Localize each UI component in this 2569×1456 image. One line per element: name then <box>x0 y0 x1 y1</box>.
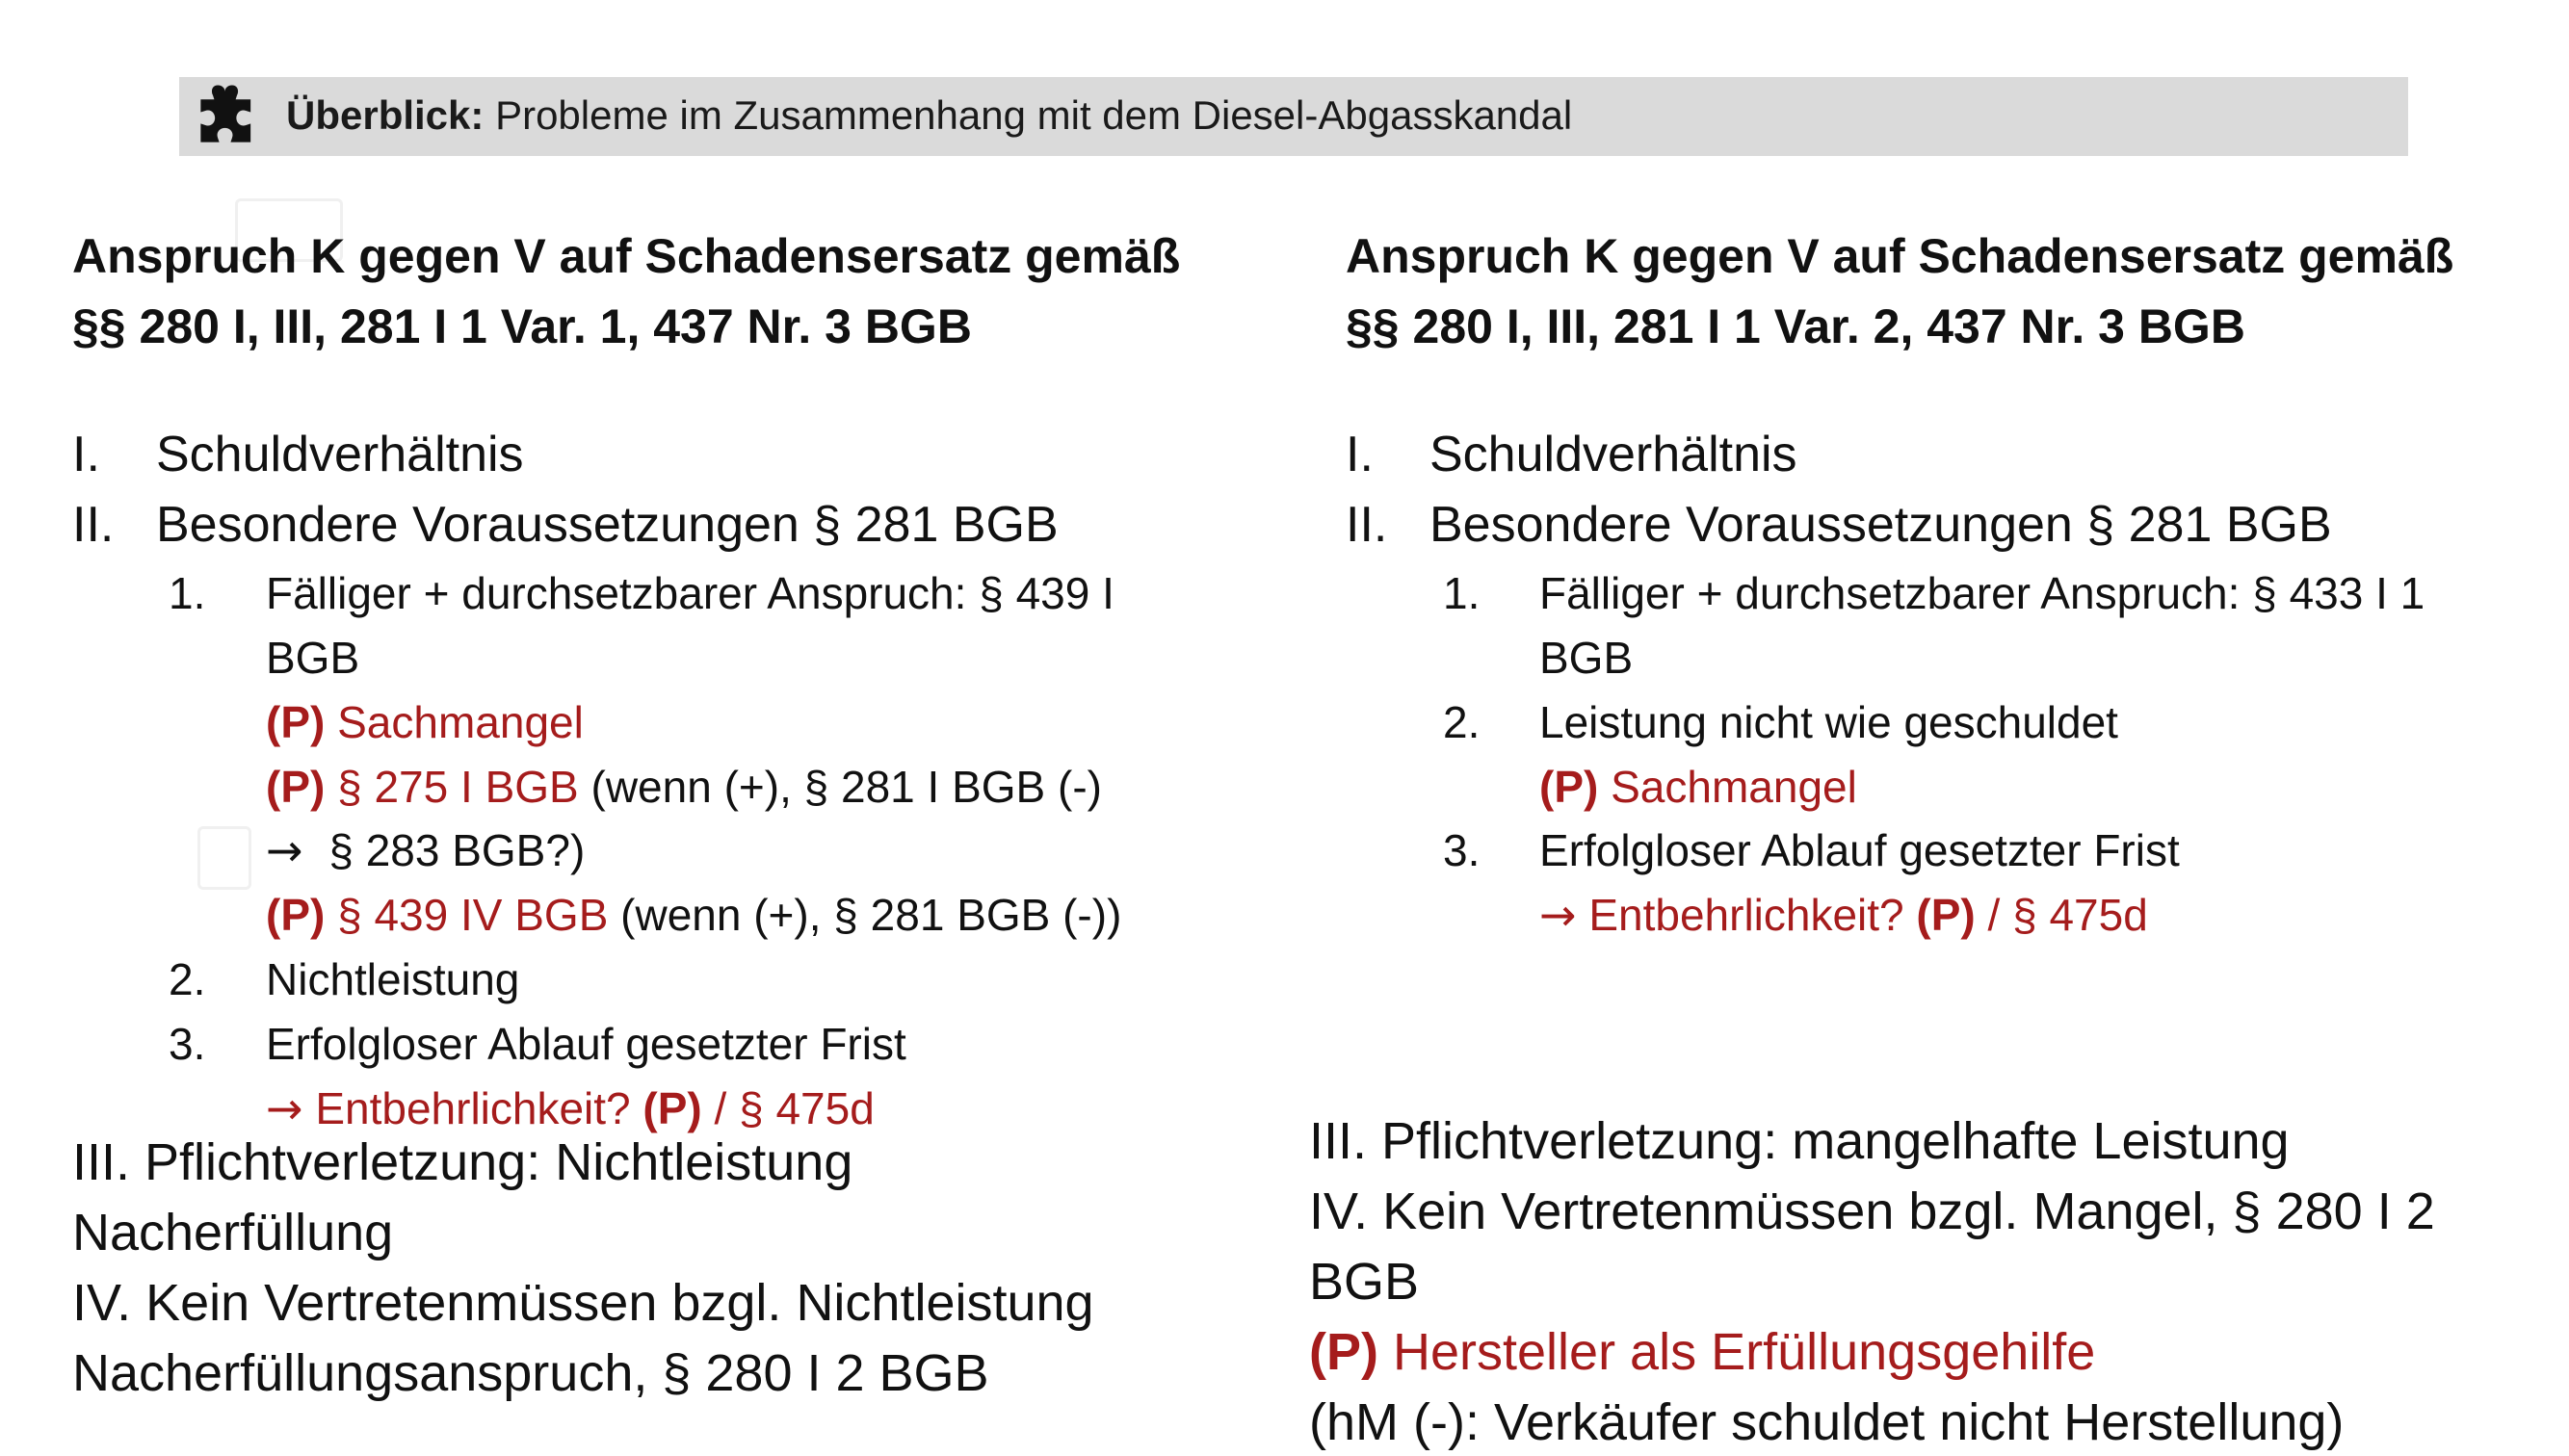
banner-label: Überblick: <box>286 92 485 138</box>
right-item-iv-cont: BGB <box>1309 1253 1420 1311</box>
entbehrlichkeit-ref: / § 475d <box>714 1083 875 1133</box>
problem-note-cont: § 283 BGB?) <box>328 825 586 875</box>
left-item-iv-cont: Nacherfüllungsanspruch, § 280 I 2 BGB <box>72 1344 989 1402</box>
right-heading-line2: §§ 280 I, III, 281 I 1 Var. 2, 437 Nr. 3 BGB <box>1346 299 2245 353</box>
right-item-iv: IV. Kein Vertretenmüssen bzgl. Mangel, § 280 I 2 <box>1309 1183 2435 1240</box>
left-sub1-num: 1. <box>169 568 206 618</box>
left-problem-275-cont <box>266 821 585 879</box>
problem-note: (wenn (+), § 281 I BGB (-) <box>590 762 1102 812</box>
problem-text: Sachmangel <box>337 697 584 747</box>
right-sub1-text-b: BGB <box>1539 633 1634 683</box>
left-problem-sachmangel <box>266 693 584 751</box>
right-sub1-text-a: Fälliger + durchsetzbarer Anspruch: § 433 I 1 <box>1539 568 2425 618</box>
left-problem-275 <box>266 758 1102 816</box>
left-sub3-num: 3. <box>169 1019 206 1069</box>
left-item-i-text: Schuldverhältnis <box>156 427 524 482</box>
right-item-i-text: Schuldverhältnis <box>1429 427 1797 482</box>
left-item-iv: IV. Kein Vertretenmüssen bzgl. Nichtleistung <box>72 1274 1094 1332</box>
right-sub2-num: 2. <box>1443 697 1481 747</box>
problem-note: (wenn (+), § 281 BGB (-)) <box>620 890 1122 940</box>
problem-tag: (P) <box>266 890 326 940</box>
problem-tag: (P) <box>1309 1323 1378 1381</box>
right-problem-hersteller <box>1309 1318 2095 1386</box>
puzzle-icon <box>191 81 262 152</box>
problem-ref: § 275 I BGB <box>337 762 579 812</box>
entbehrlichkeit-text: Entbehrlichkeit? <box>1588 890 1904 940</box>
left-sub3-text: Erfolgloser Ablauf gesetzter Frist <box>266 1019 906 1069</box>
right-sub3-entbehrlichkeit <box>1539 886 2148 944</box>
problem-text: Hersteller als Erfüllungsgehilfe <box>1393 1323 2096 1381</box>
left-item-i-num: I. <box>72 427 100 482</box>
problem-tag: (P) <box>266 697 326 747</box>
right-sub1-num: 1. <box>1443 568 1481 618</box>
right-heading-line1: Anspruch K gegen V auf Schadensersatz gemäß <box>1346 229 2454 283</box>
problem-tag: (P) <box>266 762 326 812</box>
right-sub3-text: Erfolgloser Ablauf gesetzter Frist <box>1539 825 2180 875</box>
right-hm-note: (hM (-): Verkäufer schuldet nicht Herstellung) <box>1309 1393 2345 1451</box>
arrow-right-icon: → <box>266 824 303 876</box>
arrow-right-icon: → <box>266 1082 303 1134</box>
right-item-ii-text: Besondere Voraussetzungen § 281 BGB <box>1429 497 2332 553</box>
left-heading-line2: §§ 280 I, III, 281 I 1 Var. 1, 437 Nr. 3 BGB <box>72 299 972 353</box>
banner-title <box>286 89 1572 143</box>
entbehrlichkeit-text: Entbehrlichkeit? <box>315 1083 631 1133</box>
right-item-iii: III. Pflichtverletzung: mangelhafte Leistung <box>1309 1112 2290 1170</box>
problem-text: Sachmangel <box>1611 762 1857 812</box>
left-heading-line1: Anspruch K gegen V auf Schadensersatz gemäß <box>72 229 1181 283</box>
problem-tag: (P) <box>642 1083 702 1133</box>
right-item-ii-num: II. <box>1346 497 1388 553</box>
right-problem-sachmangel <box>1539 758 1857 816</box>
right-item-i-num: I. <box>1346 427 1374 482</box>
left-sub1-text-b: BGB <box>266 633 360 683</box>
left-sub2-num: 2. <box>169 954 206 1004</box>
left-item-iii-cont: Nacherfüllung <box>72 1204 394 1261</box>
arrow-right-icon: → <box>1539 889 1577 941</box>
right-sub2-text: Leistung nicht wie geschuldet <box>1539 697 2118 747</box>
entbehrlichkeit-ref: / § 475d <box>1987 890 2148 940</box>
left-sub1-text-a: Fälliger + durchsetzbarer Anspruch: § 439 I <box>266 568 1114 618</box>
left-item-iii: III. Pflichtverletzung: Nichtleistung <box>72 1133 853 1191</box>
problem-ref: § 439 IV BGB <box>337 890 609 940</box>
ghost-scale-shape <box>197 826 251 890</box>
problem-tag: (P) <box>1539 762 1599 812</box>
left-problem-439iv <box>266 886 1121 944</box>
left-item-ii-num: II. <box>72 497 115 553</box>
left-item-ii-text: Besondere Voraussetzungen § 281 BGB <box>156 497 1059 553</box>
problem-tag: (P) <box>1916 890 1976 940</box>
banner-subject: Probleme im Zusammenhang mit dem Diesel-Abgasskandal <box>495 92 1573 138</box>
right-sub3-num: 3. <box>1443 825 1481 875</box>
left-sub2-text: Nichtleistung <box>266 954 520 1004</box>
